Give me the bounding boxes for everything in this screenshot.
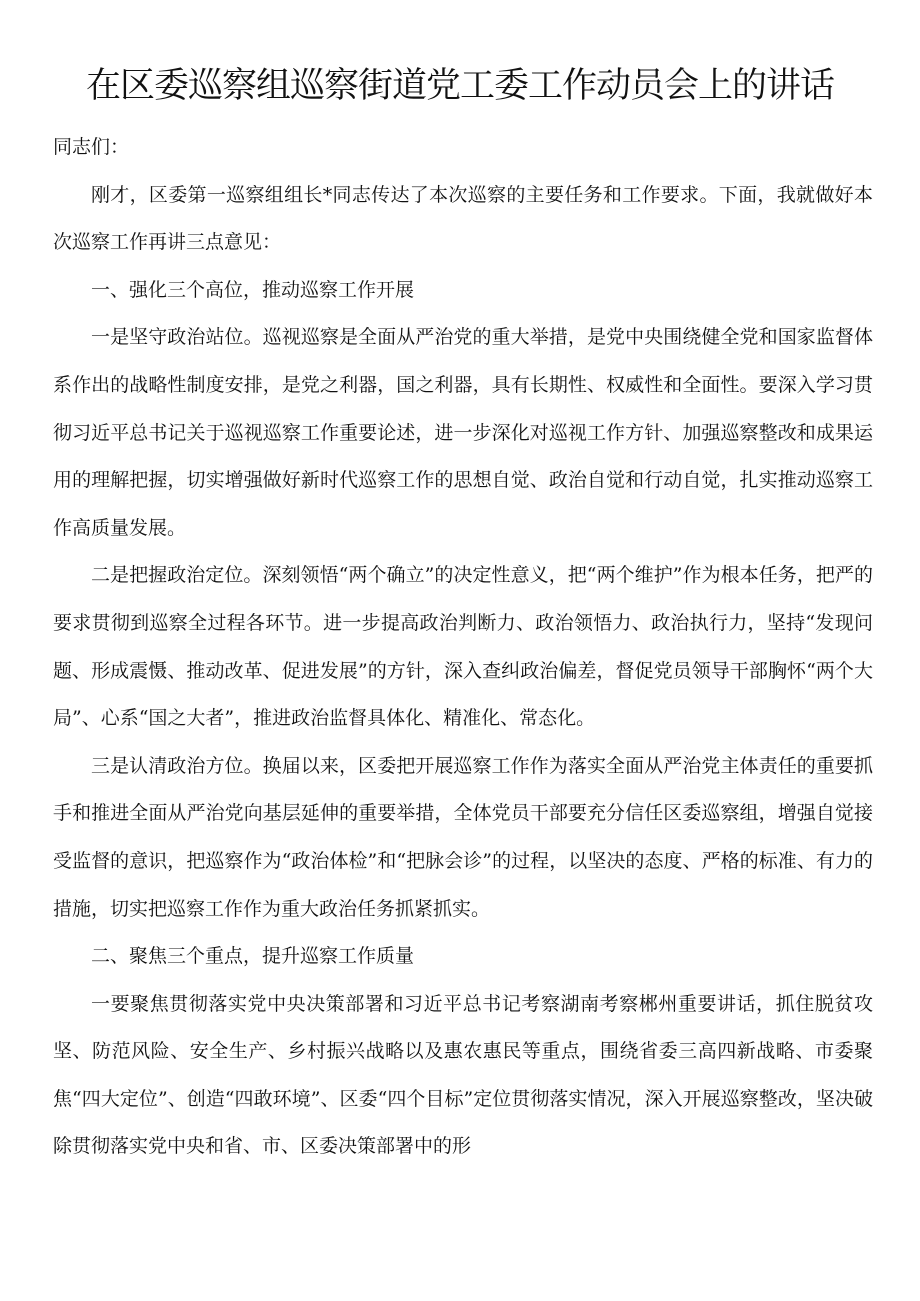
section-heading-2: 二、聚焦三个重点，提升巡察工作质量 — [91, 945, 415, 968]
body-paragraph: 二是把握政治定位。深刻领悟“两个确立”的决定性意义，把“两个维护”作为根本任务，把严的要求贯彻到巡察全过程各环节。进一步提高政治判断力、政治领悟力、政治执行力，坚持“发现问题、形成震慑、推动改革、促进发展”的方针，深入查纠政治偏差，督促党员领导干部胸怀“两个大局”、心系“国之大者”，推进政治监督具体化、精准化、常态化。 — [53, 564, 873, 730]
opening-paragraph: 刚才，区委第一巡察组组长*同志传达了本次巡察的主要任务和工作要求。下面，我就做好本次巡察工作再讲三点意见： — [53, 183, 873, 254]
body-paragraph: 一要聚焦贯彻落实党中央决策部署和习近平总书记考察湖南考察郴州重要讲话，抓住脱贫攻坚、防范风险、安全生产、乡村振兴战略以及惠农惠民等重点，围绕省委三高四新战略、市委聚焦“四大定位”、创造“四敢环境”、区委“四个目标”定位贯彻落实情况，深入开展巡察整改，坚决破除贯彻落实党中央和省、市、区委决策部署中的形 — [53, 992, 873, 1158]
section-heading-1: 一、强化三个高位，推动巡察工作开展 — [91, 278, 415, 301]
salutation-paragraph: 同志们： — [53, 136, 130, 158]
document-title: 在区委巡察组巡察街道党工委工作动员会上的讲话 — [85, 66, 834, 106]
document-body — [53, 124, 873, 1171]
body-paragraph: 一是坚守政治站位。巡视巡察是全面从严治党的重大举措，是党中央围绕健全党和国家监督体系作出的战略性制度安排，是党之利器，国之利器，具有长期性、权威性和全面性。要深入学习贯彻习近平总书记关于巡视巡察工作重要论述，进一步深化对巡视工作方针、加强巡察整改和成果运用的理解把握，切实增强做好新时代巡察工作的思想自觉、政治自觉和行动自觉，扎实推动巡察工作高质量发展。 — [53, 326, 873, 539]
body-paragraph: 三是认清政治方位。换届以来，区委把开展巡察工作作为落实全面从严治党主体责任的重要抓手和推进全面从严治党向基层延伸的重要举措，全体党员干部要充分信任区委巡察组，增强自觉接受监督的意识，把巡察作为“政治体检”和“把脉会诊”的过程，以坚决的态度、严格的标准、有力的措施，切实把巡察工作作为重大政治任务抓紧抓实。 — [53, 754, 873, 920]
